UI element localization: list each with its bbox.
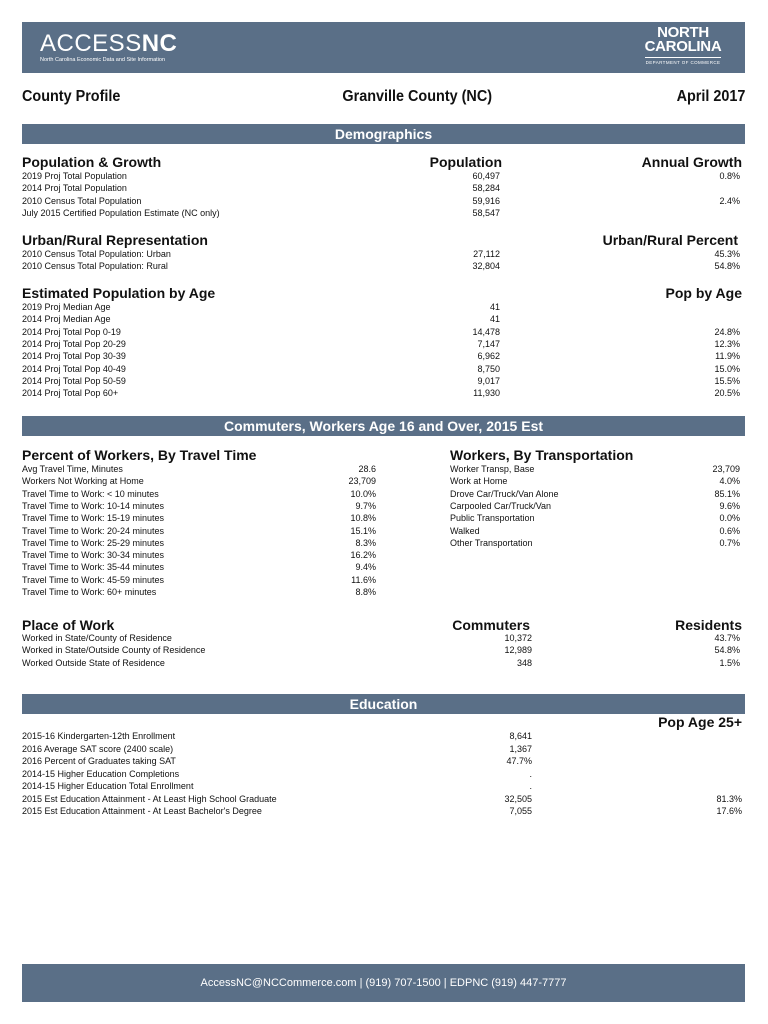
row-value-1: 8,641 <box>509 731 532 741</box>
row-value: 15.1% <box>350 525 376 536</box>
row-value-1: 41 <box>489 314 500 325</box>
place-of-work-heading: Place of Work <box>22 617 115 633</box>
row-value-2: 0.8% <box>719 171 740 181</box>
transportation-heading: Workers, By Transportation <box>450 447 634 463</box>
date-title: April 2017 <box>676 88 746 105</box>
row-label: Worked in State/County of Residence <box>22 633 172 643</box>
row-value-1: 60,497 <box>472 171 500 181</box>
demographics-bar: Demographics <box>22 124 745 144</box>
row-label: Worker Transp, Base <box>450 464 535 474</box>
title-row <box>22 88 746 110</box>
row-label: Travel Time to Work: 25-29 minutes <box>22 537 165 548</box>
row-value: 9.6% <box>719 500 740 511</box>
brand-subtitle: North Carolina Economic Data and Site Information <box>40 57 166 63</box>
row-label: Travel Time to Work: 15-19 minutes <box>22 513 165 524</box>
row-label: Travel Time to Work: 45-59 minutes <box>22 574 165 585</box>
row-value: 10.8% <box>350 513 376 524</box>
brand-bold-text: NC <box>141 30 178 57</box>
row-label: 2014 Proj Total Pop 40-49 <box>22 363 126 374</box>
row-value: 4.0% <box>719 476 740 487</box>
row-value: 0.7% <box>719 537 740 548</box>
row-value: 10.0% <box>350 488 376 499</box>
row-value-1: 41 <box>489 302 500 312</box>
row-label: Workers Not Working at Home <box>22 476 144 487</box>
row-value-1: 7,055 <box>509 806 532 816</box>
row-value-2: 2.4% <box>719 195 740 206</box>
row-value-1: 58,284 <box>472 183 500 194</box>
row-value-2: 17.6% <box>716 806 742 816</box>
row-label: Travel Time to Work: 35-44 minutes <box>22 562 165 573</box>
row-label: 2019 Proj Total Population <box>22 171 127 181</box>
row-label: Worked in State/Outside County of Residence <box>22 645 206 656</box>
row-value: 9.4% <box>355 562 376 573</box>
commuters-bar: Commuters, Workers Age 16 and Over, 2015 Est <box>22 416 745 436</box>
row-label: Travel Time to Work: 30-34 minutes <box>22 550 165 561</box>
row-label: 2014 Proj Median Age <box>22 314 111 325</box>
row-value-2: 1.5% <box>719 657 740 668</box>
row-value-1: 27,112 <box>473 249 500 259</box>
row-label: Avg Travel Time, Minutes <box>22 464 123 474</box>
row-value: 28.6 <box>358 464 376 474</box>
row-value-1: 348 <box>516 657 532 668</box>
row-value: 0.0% <box>719 513 740 524</box>
row-value-1: 32,505 <box>504 793 532 804</box>
row-label: 2010 Census Total Population <box>22 195 142 206</box>
row-label: 2014-15 Higher Education Completions <box>22 768 180 779</box>
row-label: 2010 Census Total Population: Rural <box>22 261 168 272</box>
row-value-1: 6,962 <box>477 351 500 362</box>
commuters-col-header: Commuters <box>452 617 530 633</box>
row-value-2: 54.8% <box>714 261 740 272</box>
row-label: Other Transportation <box>450 537 533 548</box>
row-value: 23,709 <box>712 464 740 474</box>
row-label: 2010 Census Total Population: Urban <box>22 249 171 259</box>
contact-footer: AccessNC@NCCommerce.com | (919) 707-1500 | EDPNC (919) 447-7777 <box>22 964 745 1002</box>
row-label: 2015 Est Education Attainment - At Least High School Graduate <box>22 793 277 804</box>
row-label: 2015-16 Kindergarten-12th Enrollment <box>22 731 176 741</box>
row-value-2: 15.5% <box>714 375 740 386</box>
row-label: 2019 Proj Median Age <box>22 302 111 312</box>
row-value: 85.1% <box>714 488 740 499</box>
row-value-2: 45.3% <box>714 249 740 259</box>
population-age-heading: Estimated Population by Age <box>22 285 216 301</box>
row-value: 8.3% <box>355 537 376 548</box>
residents-col-header: Residents <box>675 617 742 633</box>
row-label: 2014 Proj Total Pop 50-59 <box>22 375 126 386</box>
row-value-2: 15.0% <box>714 363 740 374</box>
row-label: 2014 Proj Total Pop 30-39 <box>22 351 126 362</box>
row-label: 2014 Proj Total Pop 60+ <box>22 388 119 399</box>
row-label: Public Transportation <box>450 513 535 524</box>
row-label: 2014-15 Higher Education Total Enrollment <box>22 781 194 791</box>
row-value-1: 10,372 <box>504 633 532 643</box>
row-label: Walked <box>450 525 480 536</box>
row-label: Work at Home <box>450 476 508 487</box>
row-value-1: . <box>529 781 532 791</box>
pop-by-age-col-header: Pop by Age <box>665 285 742 301</box>
row-value-1: 14,478 <box>472 326 500 337</box>
pop-age-25-col-header: Pop Age 25+ <box>658 714 742 730</box>
row-value-1: 32,804 <box>472 261 500 272</box>
population-col-header: Population <box>429 154 502 170</box>
row-value-1: 58,547 <box>472 207 500 218</box>
nc-commerce-logo <box>639 26 727 66</box>
row-label: Drove Car/Truck/Van Alone <box>450 488 559 499</box>
row-value: 16.2% <box>350 550 376 561</box>
row-value-1: 11,930 <box>473 388 500 399</box>
accessnc-logo <box>40 32 177 64</box>
header-banner <box>22 22 745 73</box>
row-value: 9.7% <box>355 500 376 511</box>
row-value-1: . <box>529 768 532 779</box>
row-value-1: 47.7% <box>506 756 532 766</box>
row-value-2: 54.8% <box>714 645 740 656</box>
row-label: 2014 Proj Total Pop 0-19 <box>22 326 121 337</box>
row-value-2: 20.5% <box>714 388 740 399</box>
row-label: 2016 Percent of Graduates taking SAT <box>22 756 176 766</box>
row-value-1: 8,750 <box>477 363 500 374</box>
urban-rural-col-header: Urban/Rural Percent <box>602 232 738 248</box>
logo-line-2: CAROLINA <box>644 38 722 55</box>
education-bar: Education <box>22 694 745 714</box>
row-value-2: 11.9% <box>715 351 740 362</box>
row-value-1: 59,916 <box>472 195 500 206</box>
row-value-1: 12,989 <box>504 645 532 656</box>
row-label: 2015 Est Education Attainment - At Least Bachelor's Degree <box>22 806 262 816</box>
row-value: 0.6% <box>719 525 740 536</box>
logo-line-3: DEPARTMENT OF COMMERCE <box>645 60 721 65</box>
row-label: Travel Time to Work: 60+ minutes <box>22 587 157 597</box>
row-label: July 2015 Certified Population Estimate (NC only) <box>22 207 220 218</box>
travel-time-heading: Percent of Workers, By Travel Time <box>22 447 257 463</box>
row-label: Worked Outside State of Residence <box>22 657 165 668</box>
row-label: Carpooled Car/Truck/Van <box>450 500 552 511</box>
row-label: 2014 Proj Total Pop 20-29 <box>22 338 126 349</box>
row-value: 11.6% <box>351 574 376 585</box>
row-value-1: 9,017 <box>477 375 500 386</box>
row-label: 2014 Proj Total Population <box>22 183 127 194</box>
row-value-2: 24.8% <box>714 326 740 337</box>
county-title: Granville County (NC) <box>342 88 493 105</box>
logo-line-1: NORTH <box>657 24 709 41</box>
population-growth-heading: Population & Growth <box>22 154 162 170</box>
row-label: 2016 Average SAT score (2400 scale) <box>22 743 174 754</box>
row-value: 23,709 <box>348 476 376 487</box>
row-value-2: 12.3% <box>714 338 740 349</box>
profile-title: County Profile <box>22 88 121 105</box>
row-label: Travel Time to Work: < 10 minutes <box>22 488 159 499</box>
row-label: Travel Time to Work: 10-14 minutes <box>22 500 165 511</box>
row-value-2: 81.3% <box>716 793 742 804</box>
row-value-1: 7,147 <box>477 338 500 349</box>
logo-rule <box>645 57 721 58</box>
brand-main-text: ACCESS <box>40 30 142 57</box>
annual-growth-col-header: Annual Growth <box>641 154 742 170</box>
row-value-1: 1,367 <box>509 743 532 754</box>
row-value: 8.8% <box>355 587 376 597</box>
row-label: Travel Time to Work: 20-24 minutes <box>22 525 165 536</box>
urban-rural-heading: Urban/Rural Representation <box>22 232 208 248</box>
row-value-2: 43.7% <box>714 633 740 643</box>
